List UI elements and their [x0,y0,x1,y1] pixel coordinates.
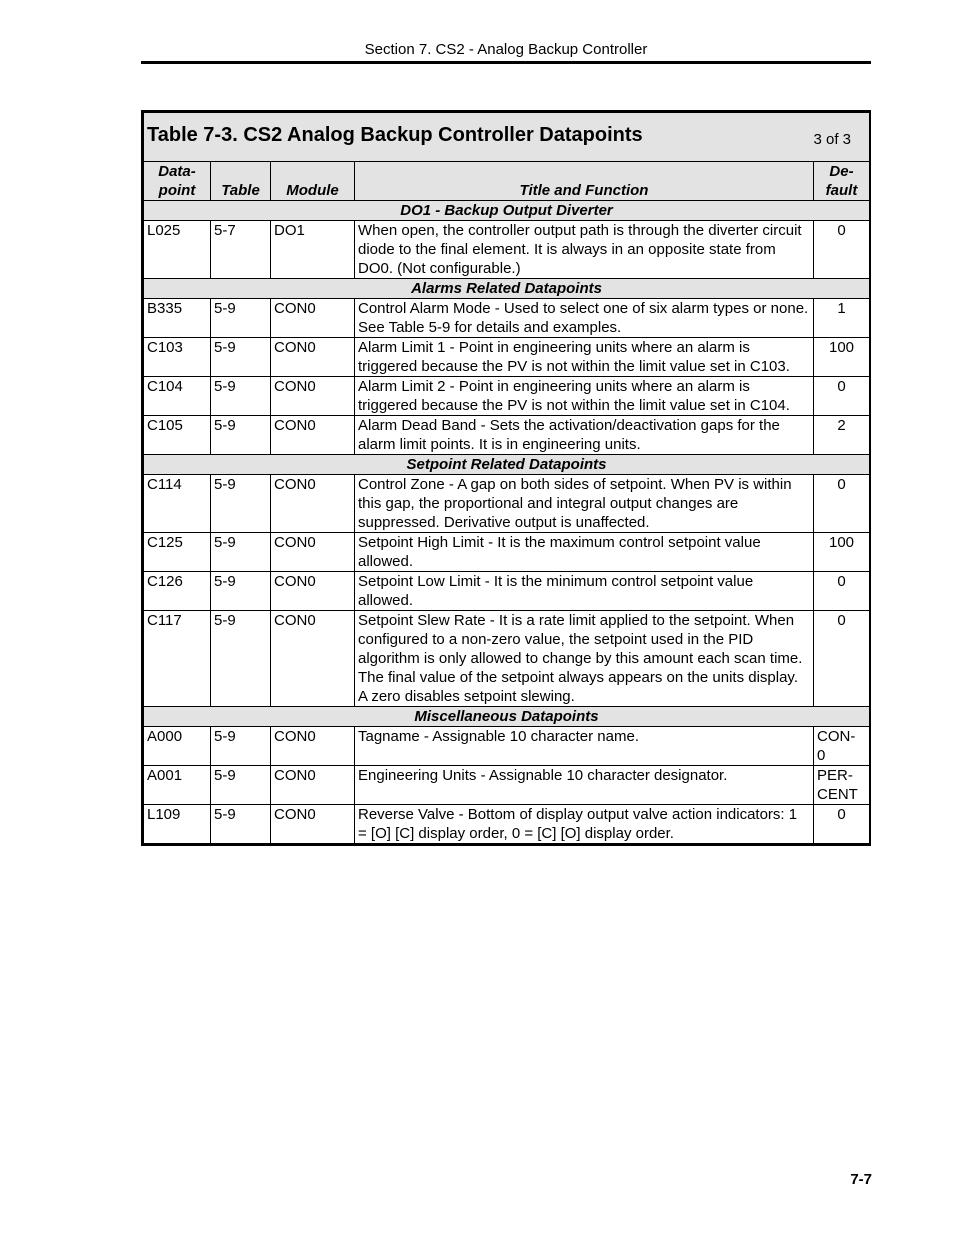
cell-default: 0 [814,572,870,611]
cell-table: 5-9 [211,611,271,707]
cell-table: 5-9 [211,475,271,533]
cell-datapoint: A001 [144,766,211,805]
cell-default: 0 [814,475,870,533]
cell-default: 2 [814,416,870,455]
cell-module: DO1 [271,221,355,279]
table-row [144,221,870,279]
section-heading-row [144,707,870,727]
cell-description: When open, the controller output path is through the diverter circuit diode to the final element. It is always in an opposite state from DO0. (Not configurable.) [355,221,814,279]
table-title-row [144,113,870,162]
cell-default: 1 [814,299,870,338]
cell-module: CON0 [271,338,355,377]
table-row [144,416,870,455]
cell-table: 5-9 [211,416,271,455]
cell-datapoint: C103 [144,338,211,377]
cell-description: Tagname - Assignable 10 character name. [355,727,814,766]
table-row [144,338,870,377]
cell-datapoint: B335 [144,299,211,338]
cell-module: CON0 [271,572,355,611]
column-header-datapoint: Data- point [144,162,211,201]
section-heading: DO1 - Backup Output Diverter [144,201,870,221]
cell-table: 5-7 [211,221,271,279]
cell-module: CON0 [271,611,355,707]
cell-datapoint: C125 [144,533,211,572]
cell-description: Control Alarm Mode - Used to select one of six alarm types or none. See Table 5-9 for details and examples. [355,299,814,338]
datapoints-table [141,110,871,846]
cell-description: Alarm Dead Band - Sets the activation/deactivation gaps for the alarm limit points. It is in engineering units. [355,416,814,455]
section-heading-row [144,279,870,299]
cell-datapoint: L109 [144,805,211,844]
cell-datapoint: C105 [144,416,211,455]
cell-datapoint: C117 [144,611,211,707]
cell-table: 5-9 [211,805,271,844]
table-row [144,299,870,338]
column-header-default: De- fault [814,162,870,201]
table-row [144,805,870,844]
column-header-module: Module [271,162,355,201]
section-heading: Alarms Related Datapoints [144,279,870,299]
section-heading-row [144,201,870,221]
cell-table: 5-9 [211,533,271,572]
section-heading: Setpoint Related Datapoints [144,455,870,475]
cell-datapoint: C114 [144,475,211,533]
cell-description: Alarm Limit 1 - Point in engineering units where an alarm is triggered because the PV is not within the limit value set in C103. [355,338,814,377]
cell-description: Setpoint Slew Rate - It is a rate limit applied to the setpoint. When configured to a non-zero value, the setpoint used in the PID algorithm is only allowed to change by this amount each scan time. The final value of the setpoint always appears on the units display. A zero disables setpoint slewing. [355,611,814,707]
table-row [144,727,870,766]
cell-module: CON0 [271,475,355,533]
cell-default: 0 [814,221,870,279]
cell-default: 100 [814,533,870,572]
cell-description: Setpoint Low Limit - It is the minimum control setpoint value allowed. [355,572,814,611]
cell-table: 5-9 [211,727,271,766]
table-row [144,533,870,572]
table-title: Table 7-3. CS2 Analog Backup Controller Datapoints [147,123,643,146]
cell-default: 0 [814,611,870,707]
cell-default: PER- CENT [814,766,870,805]
cell-module: CON0 [271,766,355,805]
table-row [144,766,870,805]
cell-module: CON0 [271,416,355,455]
cell-datapoint: C126 [144,572,211,611]
cell-default: 0 [814,805,870,844]
table-row [144,611,870,707]
column-header-title-function: Title and Function [355,162,814,201]
column-header-row [144,162,870,201]
header-rule [141,61,871,64]
page-number: 7-7 [850,1171,872,1188]
cell-default: 0 [814,377,870,416]
cell-description: Setpoint High Limit - It is the maximum control setpoint value allowed. [355,533,814,572]
cell-table: 5-9 [211,299,271,338]
table-page-count: 3 of 3 [813,130,852,148]
cell-description: Control Zone - A gap on both sides of setpoint. When PV is within this gap, the proportional and integral output changes are suppressed. Derivative output is unaffected. [355,475,814,533]
cell-table: 5-9 [211,766,271,805]
cell-module: CON0 [271,299,355,338]
cell-table: 5-9 [211,377,271,416]
cell-datapoint: L025 [144,221,211,279]
section-heading-row [144,455,870,475]
cell-module: CON0 [271,727,355,766]
cell-datapoint: C104 [144,377,211,416]
cell-datapoint: A000 [144,727,211,766]
cell-table: 5-9 [211,338,271,377]
cell-description: Engineering Units - Assignable 10 character designator. [355,766,814,805]
cell-module: CON0 [271,805,355,844]
cell-default: CON- 0 [814,727,870,766]
section-heading: Miscellaneous Datapoints [144,707,870,727]
cell-description: Reverse Valve - Bottom of display output valve action indicators: 1 = [O] [C] display order, 0 = [C] [O] display order. [355,805,814,844]
table-row [144,377,870,416]
cell-description: Alarm Limit 2 - Point in engineering units where an alarm is triggered because the PV is not within the limit value set in C104. [355,377,814,416]
running-header: Section 7. CS2 - Analog Backup Controller [364,41,648,58]
cell-table: 5-9 [211,572,271,611]
column-header-table: Table [211,162,271,201]
table-row [144,475,870,533]
cell-default: 100 [814,338,870,377]
cell-module: CON0 [271,533,355,572]
cell-module: CON0 [271,377,355,416]
table-row [144,572,870,611]
